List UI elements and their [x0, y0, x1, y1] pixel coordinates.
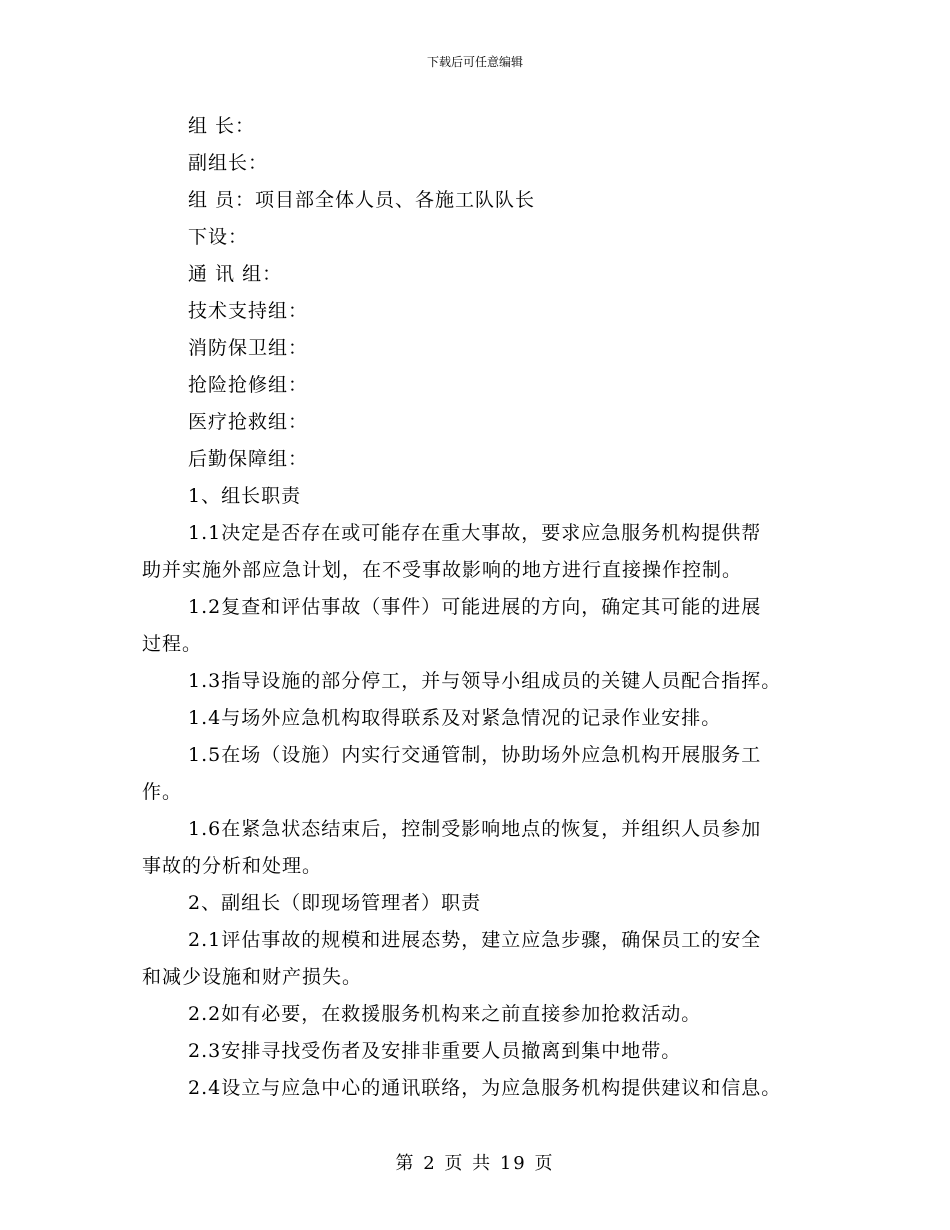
text-line: 1.4与场外应急机构取得联系及对紧急情况的记录作业安排。 — [188, 707, 722, 729]
text-line: 助并实施外部应急计划，在不受事故影响的地方进行直接操作控制。 — [142, 559, 743, 581]
text-line: 2.1评估事故的规模和进展态势，建立应急步骤，确保员工的安全 — [188, 929, 762, 951]
document-body — [142, 108, 814, 1107]
text-line: 过程。 — [142, 633, 203, 655]
text-line: 2.4设立与应急中心的通讯联络，为应急服务机构提供建议和信息。 — [188, 1077, 782, 1099]
text-line: 组 员：项目部全体人员、各施工队队长 — [188, 189, 536, 211]
section-heading: 1、组长职责 — [188, 485, 302, 507]
text-line: 副组长： — [188, 152, 269, 174]
text-line: 1.6在紧急状态结束后，控制受影响地点的恢复，并组织人员参加 — [188, 818, 762, 840]
text-line: 通 讯 组： — [188, 263, 283, 285]
section-heading: 2、副组长（即现场管理者）职责 — [188, 892, 482, 914]
text-line: 2.3安排寻找受伤者及安排非重要人员撤离到集中地带。 — [188, 1040, 682, 1062]
text-line: 1.3指导设施的部分停工，并与领导小组成员的关键人员配合指挥。 — [188, 670, 782, 692]
text-line: 组 长： — [188, 115, 256, 137]
page-number: 第 2 页 共 19 页 — [395, 1153, 555, 1174]
text-line: 1.5在场（设施）内实行交通管制，协助场外应急机构开展服务工 — [188, 744, 762, 766]
text-line: 1.2复查和评估事故（事件）可能进展的方向，确定其可能的进展 — [188, 596, 762, 618]
header-note: 下载后可任意编辑 — [426, 55, 523, 69]
text-line: 1.1决定是否存在或可能存在重大事故，要求应急服务机构提供帮 — [188, 522, 762, 544]
text-line: 作。 — [142, 781, 183, 803]
text-line: 后勤保障组： — [188, 448, 309, 470]
text-line: 事故的分析和处理。 — [142, 855, 323, 877]
text-line: 消防保卫组： — [188, 337, 309, 359]
text-line: 技术支持组： — [188, 300, 309, 322]
text-line: 医疗抢救组： — [188, 411, 309, 433]
text-line: 和减少设施和财产损失。 — [142, 966, 363, 988]
text-line: 2.2如有必要，在救援服务机构来之前直接参加抢救活动。 — [188, 1003, 702, 1025]
text-line: 下设： — [188, 226, 249, 248]
text-line: 抢险抢修组： — [188, 374, 309, 396]
